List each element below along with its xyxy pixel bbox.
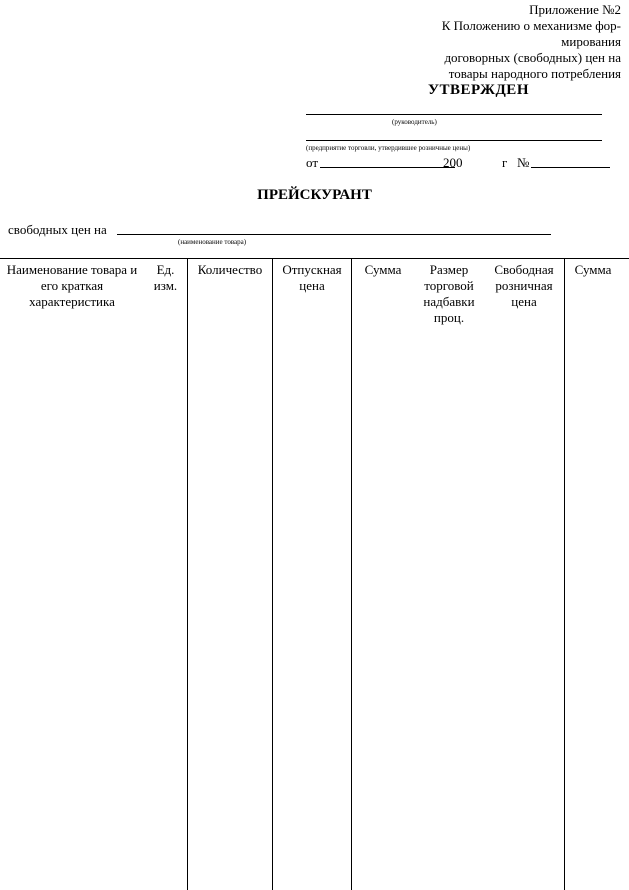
year-prefix: 200	[443, 155, 463, 170]
annex-line-2: К Положению о механизме фор-	[441, 18, 621, 33]
annex-line-5: товары народного потребления	[448, 66, 621, 81]
column-unit	[144, 259, 188, 890]
column-name	[0, 259, 144, 890]
column-header: Сумма	[364, 262, 402, 277]
number-sign: №	[517, 155, 530, 170]
document-title: ПРЕЙСКУРАНТ	[257, 187, 372, 203]
annex-line-1: Приложение №2	[529, 2, 621, 17]
enterprise-line	[306, 140, 602, 141]
column-release-price	[273, 259, 352, 890]
price-table	[0, 258, 629, 890]
annex-line-4: договорных (свободных) цен на	[444, 50, 621, 65]
number-line	[531, 167, 610, 168]
date-prefix: от	[306, 155, 319, 170]
column-header: Свободная розничная цена	[494, 262, 554, 309]
column-header: Ед. изм.	[153, 262, 178, 293]
column-header: Количество	[197, 262, 263, 277]
head-caption: (руководитель)	[392, 118, 437, 126]
head-signature-line	[306, 114, 602, 115]
date-line	[320, 167, 455, 168]
year-suffix: г	[502, 155, 508, 170]
column-header: Размер торговой надбавки проц.	[423, 262, 475, 325]
subject-prefix: свободных цен на	[8, 222, 107, 237]
column-retail-price	[484, 259, 565, 890]
annex-line-3: мирования	[561, 34, 621, 49]
column-header: Отпускная цена	[282, 262, 342, 293]
column-header: Сумма	[574, 262, 612, 277]
column-markup	[414, 259, 484, 890]
enterprise-caption: (предприятие торговли, утвердившее розничные цены)	[306, 144, 471, 152]
column-sum-1	[352, 259, 414, 890]
column-quantity	[188, 259, 273, 890]
subject-line	[117, 234, 551, 235]
subject-caption: (наименование товара)	[178, 238, 247, 246]
column-header: Наименование товара и его краткая характеристика	[6, 262, 138, 309]
column-sum-2	[565, 259, 621, 890]
approved-heading: УТВЕРЖДЕН	[428, 82, 529, 98]
